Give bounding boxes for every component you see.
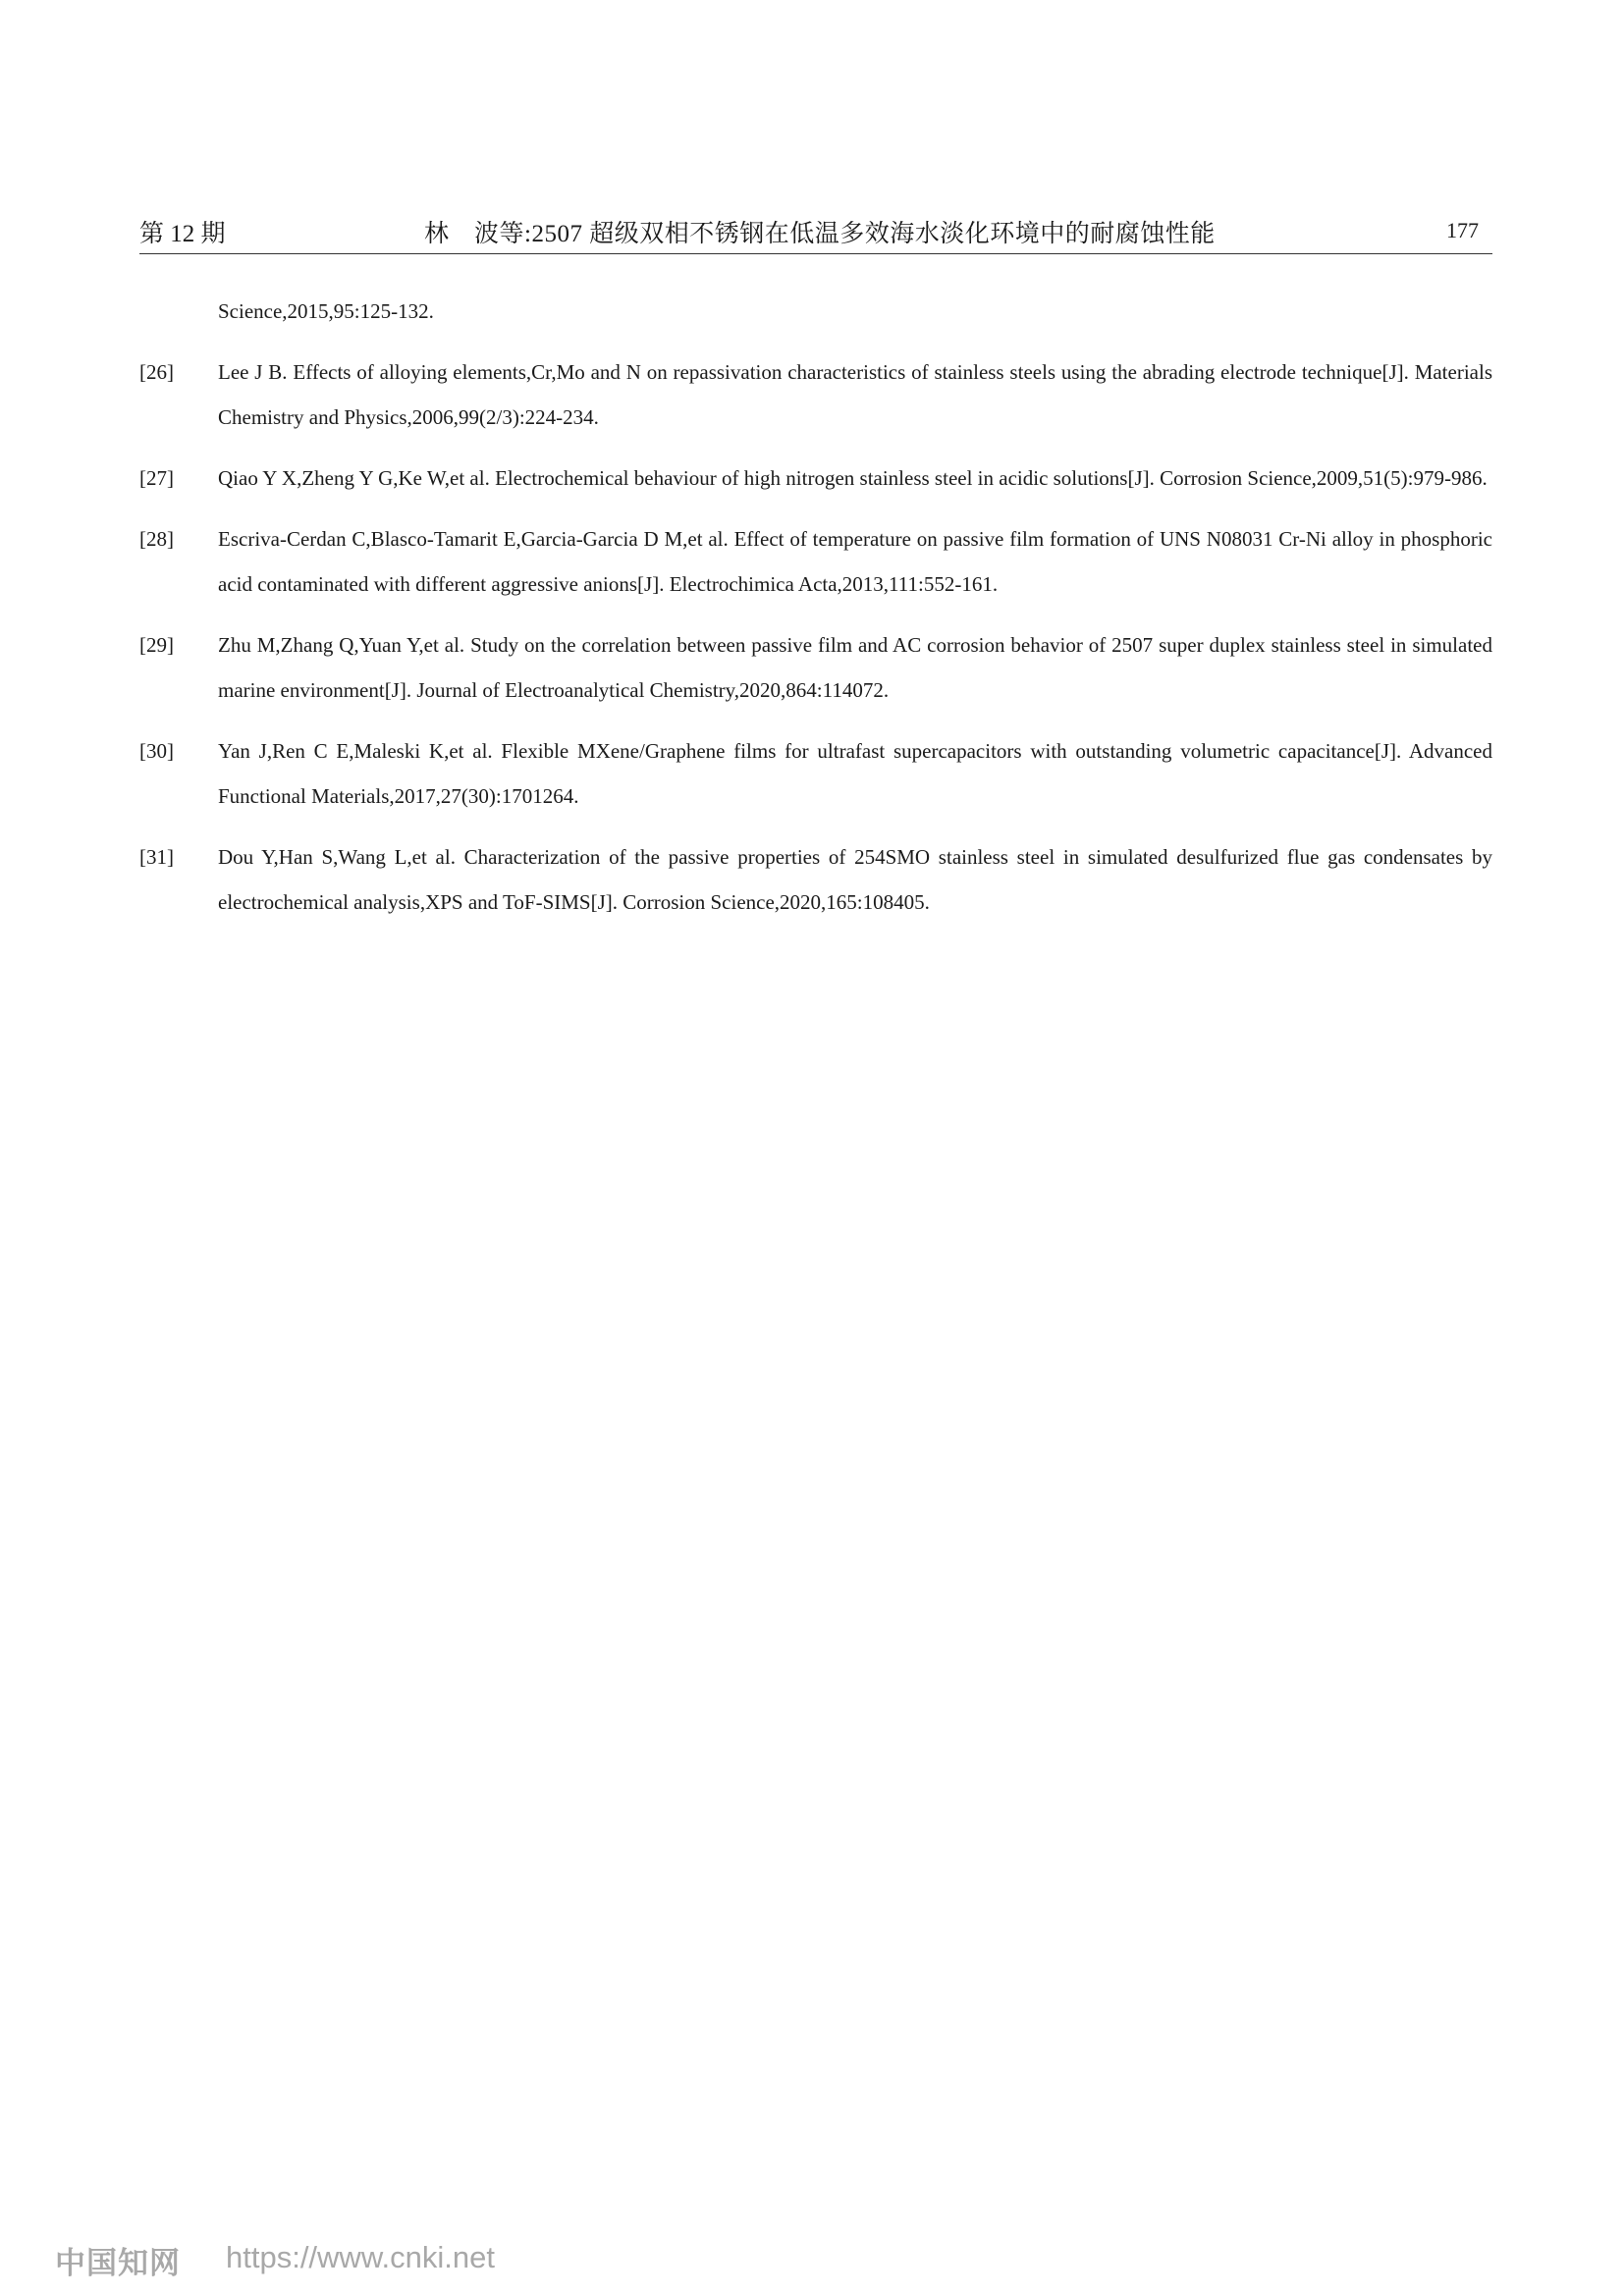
reference-item [139, 455, 1492, 501]
reference-continuation: Science,2015,95:125-132. [218, 299, 434, 323]
reference-number: [26] [139, 360, 174, 384]
reference-text: Qiao Y X,Zheng Y G,Ke W,et al. Electrochemical behaviour of high nitrogen stainless steel in acidic solutions[J]. Corrosion Science,2009,51(5):979-986. [218, 466, 1488, 490]
issue-label: 第 12 期 [139, 221, 226, 247]
cnki-logo: 中国知网 [55, 2246, 181, 2281]
reference-number: [29] [139, 633, 174, 657]
reference-text: Escriva-Cerdan C,Blasco-Tamarit E,Garcia-Garcia D M,et al. Effect of temperature on passive film formation of UNS N08031 Cr-Ni alloy in phosphoric acid contaminated with different aggressive anions[J]. Electrochimica Acta,2013,111:552-161. [218, 527, 1492, 596]
reference-list [139, 289, 1492, 940]
reference-number: [30] [139, 739, 174, 763]
reference-text: Dou Y,Han S,Wang L,et al. Characterization of the passive properties of 254SMO stainless steel in simulated desulfurized flue gas condensates by electrochemical analysis,XPS and ToF-SIMS[J]. Corrosion Science,2020,165:108405. [218, 845, 1492, 914]
reference-text: Lee J B. Effects of alloying elements,Cr,Mo and N on repassivation characteristics of stainless steels using the abrading electrode technique[J]. Materials Chemistry and Physics,2006,99(2/3):224-234. [218, 360, 1492, 429]
reference-text: Yan J,Ren C E,Maleski K,et al. Flexible MXene/Graphene films for ultrafast supercapacitors with outstanding volumetric capacitance[J]. Advanced Functional Materials,2017,27(30):1701264. [218, 739, 1492, 808]
running-header [139, 210, 1492, 254]
reference-text: Zhu M,Zhang Q,Yuan Y,et al. Study on the correlation between passive film and AC corrosion behavior of 2507 super duplex stainless steel in simulated marine environment[J]. Journal of Electroanalytical Chemistry,2020,864:114072. [218, 633, 1492, 702]
reference-item [139, 516, 1492, 607]
cnki-url-link[interactable]: https://www.cnki.net [226, 2240, 495, 2274]
reference-item [139, 622, 1492, 713]
reference-number: [27] [139, 466, 174, 490]
reference-item [139, 728, 1492, 819]
reference-item [139, 834, 1492, 925]
reference-number: [28] [139, 527, 174, 551]
reference-item [139, 349, 1492, 440]
page-number: 177 [1446, 218, 1479, 242]
running-title: 林 波等:2507 超级双相不锈钢在低温多效海水淡化环境中的耐腐蚀性能 [424, 221, 1216, 247]
reference-number: [31] [139, 845, 174, 869]
